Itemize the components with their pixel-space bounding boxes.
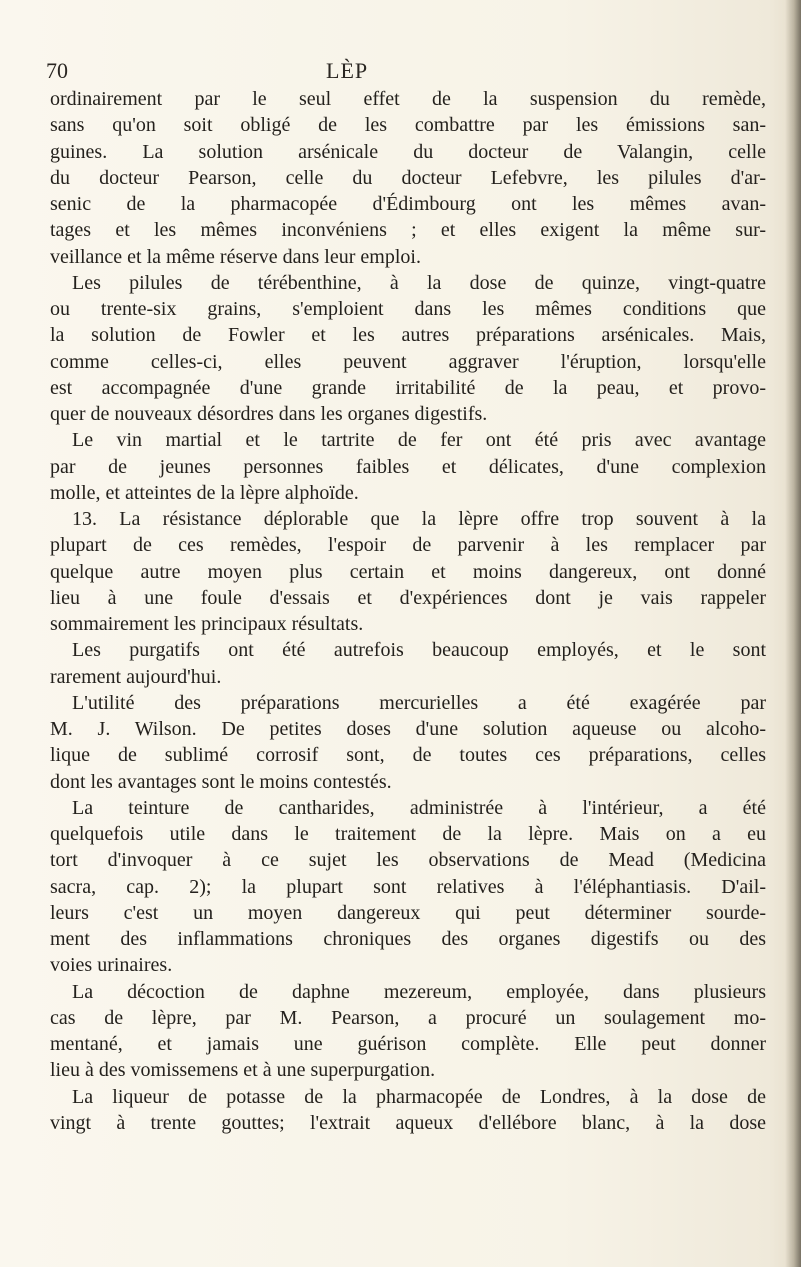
text-line: La liqueur de potasse de la pharmacopée de Londres, à la dose de [72, 1085, 766, 1108]
text-line: veillance et la même réserve dans leur emploi. [50, 245, 421, 268]
text-line: par de jeunes personnes faibles et délicates, d'une complexion [50, 455, 766, 478]
text-line: sans qu'on soit obligé de les combattre par les émissions san- [50, 114, 766, 137]
text-line: senic de la pharmacopée d'Édimbourg ont les mêmes avan- [50, 193, 766, 215]
text-line: Le vin martial et le tartrite de fer ont été pris avec avantage [72, 429, 766, 452]
text-line: lieu à des vomissemens et à une superpurgation. [50, 1059, 436, 1082]
text-line: sommairement les principaux résultats. [50, 613, 364, 635]
text-line: voies urinaires. [50, 954, 173, 977]
text-line: cas de lèpre, par M. Pearson, a procuré un soulagement mo- [50, 1006, 766, 1029]
text-line: quelquefois utile dans le traitement de la lèpre. Mais on a eu [50, 823, 766, 845]
text-line: tort d'invoquer à ce sujet les observations de Mead (Medicina [50, 849, 766, 872]
text-line: mentané, et jamais une guérison complète. Elle peut donner [50, 1033, 766, 1055]
text-line: rarement aujourd'hui. [50, 665, 222, 688]
text-line: ment des inflammations chroniques des organes digestifs ou des [50, 928, 766, 950]
text-line: ou trente-six grains, s'emploient dans les mêmes conditions que [50, 298, 766, 320]
text-line: La décoction de daphne mezereum, employée, dans plusieurs [72, 980, 766, 1003]
text-line: tages et les mêmes inconvéniens ; et elles exigent la même sur- [50, 219, 766, 242]
running-head: LÈP [326, 58, 369, 83]
text-line: du docteur Pearson, celle du docteur Lefebvre, les pilules d'ar- [50, 166, 766, 189]
body-text [50, 86, 766, 1136]
text-line: La teinture de cantharides, administrée à l'intérieur, a été [72, 796, 766, 819]
text-line: la solution de Fowler et les autres préparations arsénicales. Mais, [50, 324, 766, 347]
text-line: sacra, cap. 2); la plupart sont relatives à l'éléphantiasis. D'ail- [50, 875, 766, 898]
text-line: guines. La solution arsénicale du docteur de Valangin, celle [50, 140, 766, 163]
text-line: dont les avantages sont le moins contestés. [50, 770, 392, 793]
text-line: quer de nouveaux désordres dans les organes digestifs. [50, 403, 488, 425]
text-line: vingt à trente gouttes; l'extrait aqueux d'ellébore blanc, à la dose [50, 1111, 766, 1134]
text-line: lique de sublimé corrosif sont, de toutes ces préparations, celles [50, 744, 766, 767]
text-line: ordinairement par le seul effet de la suspension du remède, [50, 88, 766, 110]
text-line: leurs c'est un moyen dangereux qui peut déterminer sourde- [50, 901, 766, 924]
text-line: quelque autre moyen plus certain et moins dangereux, ont donné [50, 560, 766, 583]
text-line: M. J. Wilson. De petites doses d'une solution aqueuse ou alcoho- [50, 718, 766, 740]
text-line: 13. La résistance déplorable que la lèpre offre trop souvent à la [72, 508, 766, 530]
text-line: Les pilules de térébenthine, à la dose de quinze, vingt-quatre [72, 271, 766, 294]
page-header [46, 58, 766, 88]
text-line: L'utilité des préparations mercurielles a été exagérée par [72, 691, 766, 714]
binding-shadow [785, 0, 801, 1267]
text-line: molle, et atteintes de la lèpre alphoïde. [50, 481, 359, 504]
text-line: Les purgatifs ont été autrefois beaucoup employés, et le sont [72, 639, 766, 662]
text-line: plupart de ces remèdes, l'espoir de parvenir à les remplacer par [50, 534, 766, 557]
text-line: est accompagnée d'une grande irritabilité de la peau, et provo- [50, 376, 766, 399]
text-line: comme celles-ci, elles peuvent aggraver l'éruption, lorsqu'elle [50, 350, 766, 373]
text-line: lieu à une foule d'essais et d'expériences dont je vais rappeler [50, 586, 766, 609]
page-number: 70 [46, 58, 68, 83]
